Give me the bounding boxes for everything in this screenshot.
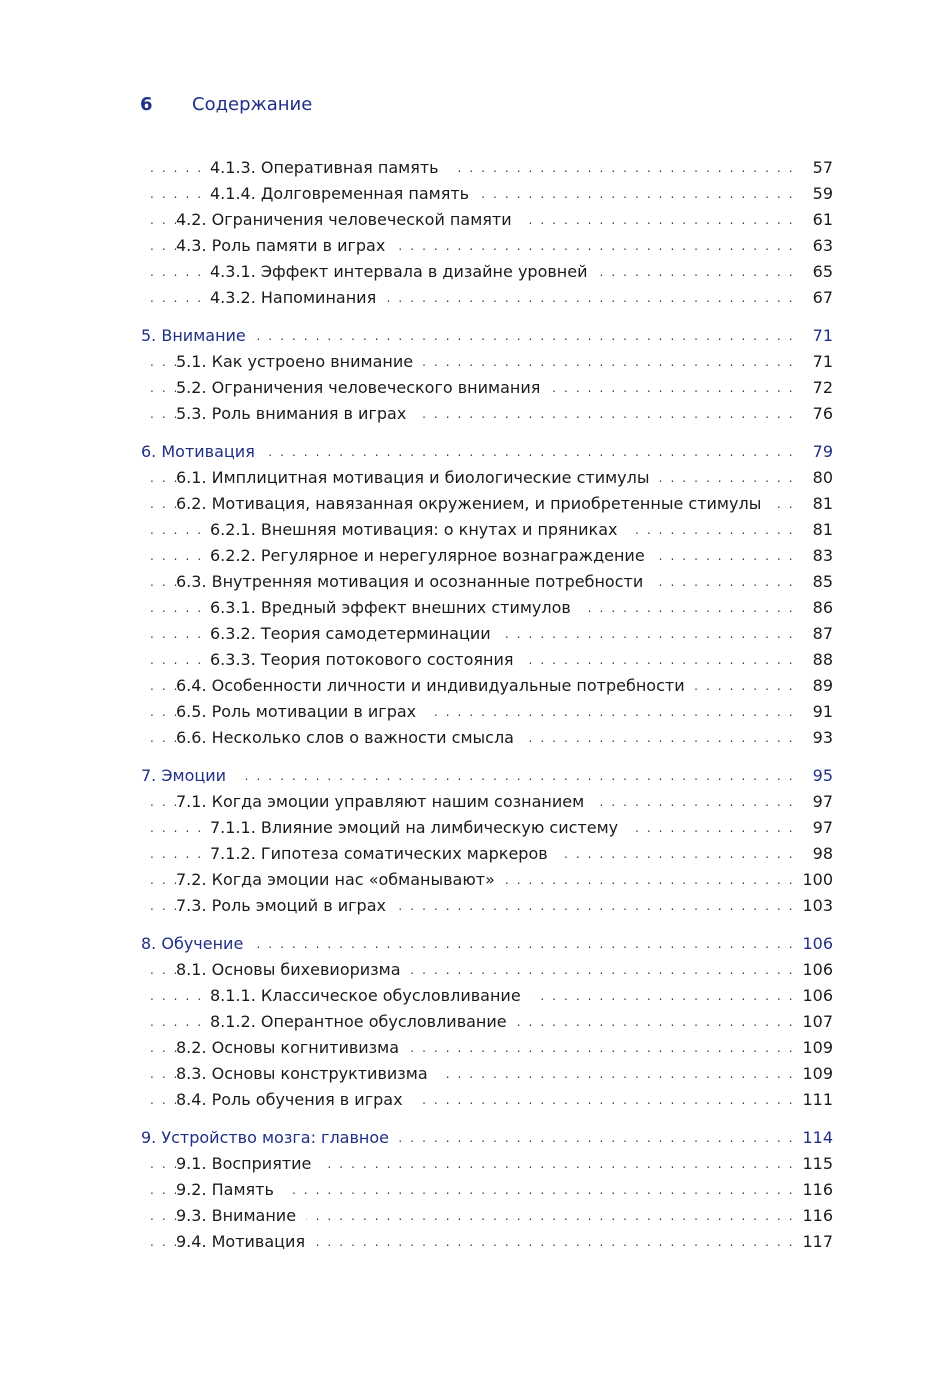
toc-entry-page-number: 63 <box>805 233 833 259</box>
toc-chapter-entry[interactable] <box>0 763 946 789</box>
toc-entry-page-number: 57 <box>805 155 833 181</box>
toc-entry-title: 7.1. Когда эмоции управляют нашим сознанием <box>176 789 594 815</box>
toc-entry-title: 9. Устройство мозга: главное <box>141 1125 399 1151</box>
toc-entry-page-number: 83 <box>805 543 833 569</box>
toc-entry-title: 4.3.1. Эффект интервала в дизайне уровней <box>210 259 597 285</box>
toc-entry-page-number: 79 <box>805 439 833 465</box>
toc-entry-page-number: 100 <box>794 867 833 893</box>
toc-entry-title: 7.2. Когда эмоции нас «обманывают» <box>176 867 505 893</box>
toc-entry-title: 8.1.1. Классическое обусловливание <box>210 983 531 1009</box>
toc-entry-page-number: 88 <box>805 647 833 673</box>
toc-entry-page-number: 71 <box>805 349 833 375</box>
toc-entry-title: 8.3. Основы конструктивизма <box>176 1061 438 1087</box>
toc-section-entry[interactable] <box>0 841 946 867</box>
toc-section-entry[interactable] <box>0 1035 946 1061</box>
toc-entry-title: 4.2. Ограничения человеческой памяти <box>176 207 522 233</box>
toc-entry-title: 9.2. Память <box>176 1177 284 1203</box>
toc-entry-page-number: 71 <box>805 323 833 349</box>
toc-entry-title: 6.2. Мотивация, навязанная окружением, и приобретенные стимулы <box>176 491 771 517</box>
toc-section-entry[interactable] <box>0 375 946 401</box>
toc-section-entry[interactable] <box>0 1229 946 1255</box>
toc-section-entry[interactable] <box>0 1061 946 1087</box>
toc-entry-title: 7.1.1. Влияние эмоций на лимбическую систему <box>210 815 628 841</box>
toc-entry-page-number: 93 <box>805 725 833 751</box>
toc-entry-title: 8. Обучение <box>141 931 253 957</box>
toc-entry-page-number: 81 <box>805 517 833 543</box>
toc-section-entry[interactable] <box>0 1151 946 1177</box>
toc-entry-title: 6.3. Внутренняя мотивация и осознанные потребности <box>176 569 653 595</box>
toc-section-entry[interactable] <box>0 893 946 919</box>
toc-entry-page-number: 111 <box>794 1087 833 1113</box>
toc-entry-page-number: 59 <box>805 181 833 207</box>
toc-section-entry[interactable] <box>0 181 946 207</box>
toc-entry-page-number: 97 <box>805 815 833 841</box>
toc-entry-title: 5.1. Как устроено внимание <box>176 349 423 375</box>
toc-section-entry[interactable] <box>0 259 946 285</box>
toc-section-entry[interactable] <box>0 867 946 893</box>
toc-entry-title: 9.3. Внимание <box>176 1203 306 1229</box>
toc-entry-page-number: 87 <box>805 621 833 647</box>
toc-entry-title: 8.2. Основы когнитивизма <box>176 1035 409 1061</box>
toc-entry-page-number: 97 <box>805 789 833 815</box>
toc-section-entry[interactable] <box>0 569 946 595</box>
toc-entry-page-number: 116 <box>794 1177 833 1203</box>
toc-entry-page-number: 67 <box>805 285 833 311</box>
toc-section-entry[interactable] <box>0 233 946 259</box>
toc-section-entry[interactable] <box>0 207 946 233</box>
toc-entry-title: 8.1. Основы бихевиоризма <box>176 957 411 983</box>
toc-entry-page-number: 80 <box>805 465 833 491</box>
toc-entry-title: 7.1.2. Гипотеза соматических маркеров <box>210 841 558 867</box>
toc-section-entry[interactable] <box>0 983 946 1009</box>
toc-section-entry[interactable] <box>0 699 946 725</box>
toc-entry-page-number: 103 <box>794 893 833 919</box>
toc-entry-page-number: 61 <box>805 207 833 233</box>
toc-section-entry[interactable] <box>0 957 946 983</box>
toc-section-entry[interactable] <box>0 285 946 311</box>
toc-section-entry[interactable] <box>0 349 946 375</box>
toc-entry-title: 4.1.4. Долговременная память <box>210 181 479 207</box>
toc-entry-page-number: 89 <box>805 673 833 699</box>
toc-section-entry[interactable] <box>0 1087 946 1113</box>
toc-section-entry[interactable] <box>0 491 946 517</box>
toc-entry-title: 4.3.2. Напоминания <box>210 285 386 311</box>
toc-entry-page-number: 72 <box>805 375 833 401</box>
toc-entry-title: 6.3.1. Вредный эффект внешних стимулов <box>210 595 581 621</box>
toc-entry-title: 4.1.3. Оперативная память <box>210 155 449 181</box>
toc-entry-title: 6.3.3. Теория потокового состояния <box>210 647 523 673</box>
toc-entry-title: 6. Мотивация <box>141 439 265 465</box>
toc-section-entry[interactable] <box>0 155 946 181</box>
toc-entry-page-number: 109 <box>794 1061 833 1087</box>
toc-entry-page-number: 106 <box>794 983 833 1009</box>
toc-entry-page-number: 106 <box>794 957 833 983</box>
toc-entry-page-number: 116 <box>794 1203 833 1229</box>
toc-entry-page-number: 98 <box>805 841 833 867</box>
toc-entry-title: 6.3.2. Теория самодетерминации <box>210 621 501 647</box>
toc-entry-title: 6.2.2. Регулярное и нерегулярное вознаграждение <box>210 543 655 569</box>
toc-entry-title: 9.4. Мотивация <box>176 1229 315 1255</box>
running-head: Содержание <box>192 94 313 115</box>
toc-entry-page-number: 85 <box>805 569 833 595</box>
toc-section-entry[interactable] <box>0 595 946 621</box>
toc-chapter-entry[interactable] <box>0 439 946 465</box>
toc-entry-page-number: 81 <box>805 491 833 517</box>
toc-section-entry[interactable] <box>0 1203 946 1229</box>
page-header <box>140 94 312 118</box>
table-of-contents <box>0 155 946 1255</box>
toc-entry-page-number: 115 <box>794 1151 833 1177</box>
toc-entry-page-number: 95 <box>805 763 833 789</box>
toc-entry-title: 8.1.2. Оперантное обусловливание <box>210 1009 517 1035</box>
toc-section-entry[interactable] <box>0 1177 946 1203</box>
toc-entry-title: 7. Эмоции <box>141 763 236 789</box>
toc-entry-title: 8.4. Роль обучения в играх <box>176 1087 413 1113</box>
toc-section-entry[interactable] <box>0 465 946 491</box>
toc-section-entry[interactable] <box>0 647 946 673</box>
toc-entry-title: 6.6. Несколько слов о важности смысла <box>176 725 524 751</box>
toc-chapter-entry[interactable] <box>0 323 946 349</box>
toc-entry-page-number: 76 <box>805 401 833 427</box>
toc-entry-title: 5.2. Ограничения человеческого внимания <box>176 375 550 401</box>
toc-entry-title: 6.1. Имплицитная мотивация и биологические стимулы <box>176 465 660 491</box>
toc-section-entry[interactable] <box>0 543 946 569</box>
toc-entry-page-number: 65 <box>805 259 833 285</box>
toc-section-entry[interactable] <box>0 673 946 699</box>
toc-section-entry[interactable] <box>0 621 946 647</box>
toc-entry-title: 5. Внимание <box>141 323 256 349</box>
toc-entry-title: 6.2.1. Внешняя мотивация: о кнутах и пряниках <box>210 517 627 543</box>
toc-entry-page-number: 109 <box>794 1035 833 1061</box>
toc-section-entry[interactable] <box>0 1009 946 1035</box>
toc-section-entry[interactable] <box>0 401 946 427</box>
toc-entry-page-number: 107 <box>794 1009 833 1035</box>
toc-entry-title: 5.3. Роль внимания в играх <box>176 401 416 427</box>
toc-entry-page-number: 114 <box>794 1125 833 1151</box>
toc-entry-page-number: 86 <box>805 595 833 621</box>
toc-entry-title: 7.3. Роль эмоций в играх <box>176 893 396 919</box>
toc-entry-title: 4.3. Роль памяти в играх <box>176 233 395 259</box>
toc-entry-title: 9.1. Восприятие <box>176 1151 321 1177</box>
toc-section-entry[interactable] <box>0 517 946 543</box>
toc-chapter-entry[interactable] <box>0 1125 946 1151</box>
toc-chapter-entry[interactable] <box>0 931 946 957</box>
toc-section-entry[interactable] <box>0 789 946 815</box>
toc-entry-page-number: 91 <box>805 699 833 725</box>
toc-entry-page-number: 117 <box>794 1229 833 1255</box>
toc-entry-title: 6.5. Роль мотивации в играх <box>176 699 426 725</box>
toc-entry-title: 6.4. Особенности личности и индивидуальные потребности <box>176 673 695 699</box>
toc-section-entry[interactable] <box>0 815 946 841</box>
toc-entry-page-number: 106 <box>794 931 833 957</box>
dot-leader <box>150 763 800 789</box>
toc-section-entry[interactable] <box>0 725 946 751</box>
page-number: 6 <box>140 94 153 115</box>
